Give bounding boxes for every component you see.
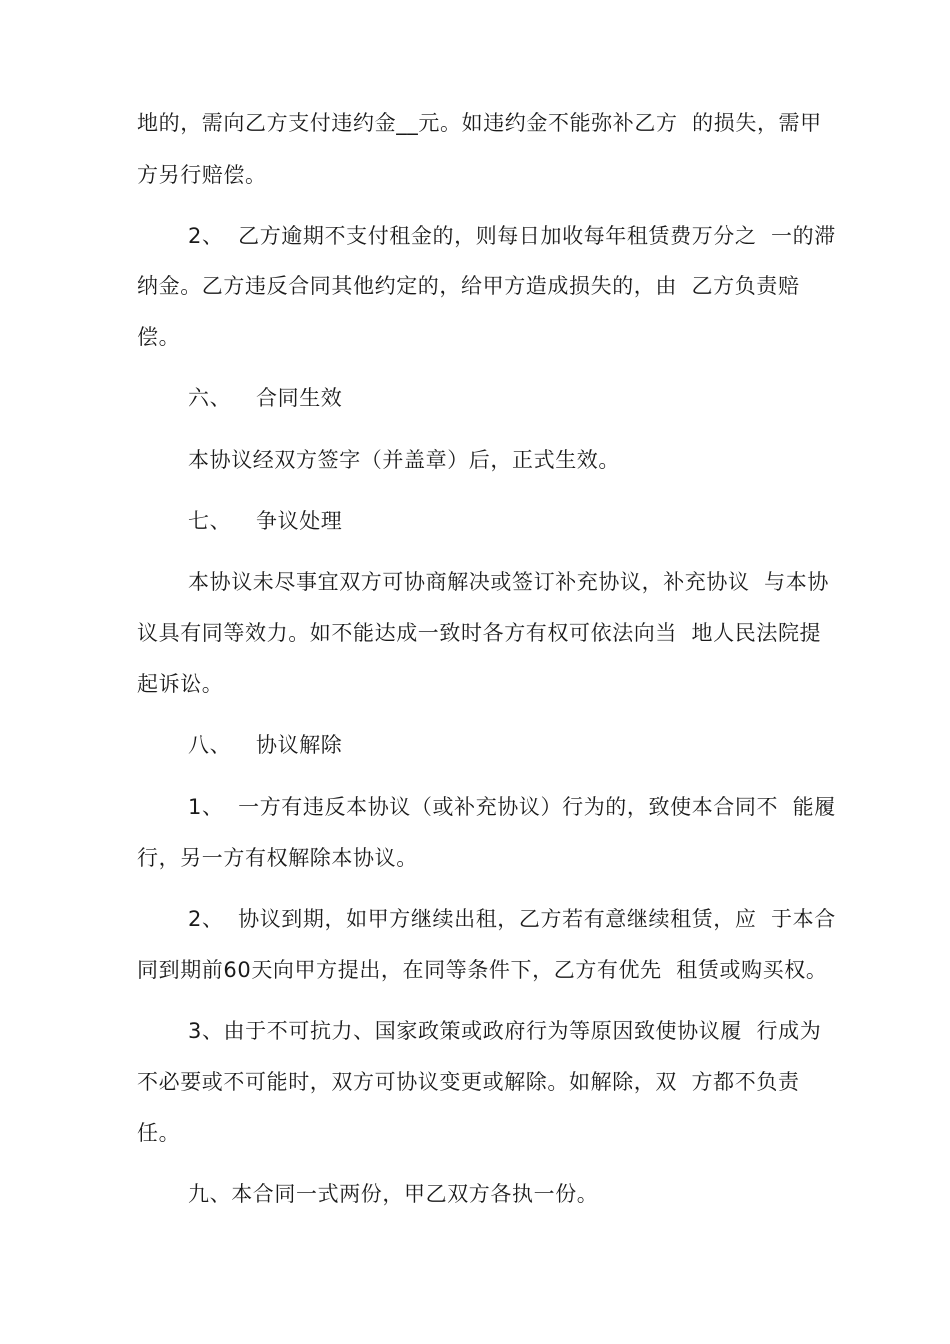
paragraph-line: 本协议未尽事宜双方可协商解决或签订补充协议，补充协议 与本协: [188, 570, 829, 594]
section-number: 七、: [188, 509, 232, 533]
paragraph-line: 九、本合同一式两份，甲乙双方各执一份。: [188, 1182, 599, 1206]
paragraph-line: 1、 一方有违反本协议（或补充协议）行为的，致使本合同不 能履: [188, 795, 836, 819]
paragraph-line: 同到期前60天向甲方提出，在同等条件下，乙方有优先 租赁或购买权。: [137, 958, 828, 982]
section-title: 协议解除: [256, 733, 343, 757]
paragraph-line: 起诉讼。: [137, 672, 224, 696]
paragraph-line: 本协议经双方签字（并盖章）后，正式生效。: [188, 448, 620, 472]
section-number: 六、: [188, 386, 232, 410]
paragraph-line: 纳金。乙方违反合同其他约定的，给甲方造成损失的，由 乙方负责赔: [137, 274, 800, 298]
section-number: 八、: [188, 733, 232, 757]
section-title: 合同生效: [256, 386, 343, 410]
paragraph-line: 2、 乙方逾期不支付租金的，则每日加收每年租赁费万分之 一的滞: [188, 224, 836, 248]
paragraph-line: 不必要或不可能时，双方可协议变更或解除。如解除，双 方都不负责: [137, 1070, 800, 1094]
paragraph-line: 方另行赔偿。: [137, 163, 267, 187]
paragraph-line: 2、 协议到期，如甲方继续出租，乙方若有意继续租赁，应 于本合: [188, 907, 836, 931]
paragraph-line: 3、由于不可抗力、国家政策或政府行为等原因致使协议履 行成为: [188, 1019, 822, 1043]
section-title: 争议处理: [256, 509, 343, 533]
paragraph-line: 议具有同等效力。如不能达成一致时各方有权可依法向当 地人民法院提: [137, 621, 822, 645]
paragraph-line: 偿。: [137, 325, 181, 349]
paragraph-line: 地的，需向乙方支付违约金__元。如违约金不能弥补乙方 的损失，需甲: [137, 111, 822, 135]
paragraph-line: 行，另一方有权解除本协议。: [137, 846, 418, 870]
paragraph-line: 任。: [137, 1121, 181, 1145]
